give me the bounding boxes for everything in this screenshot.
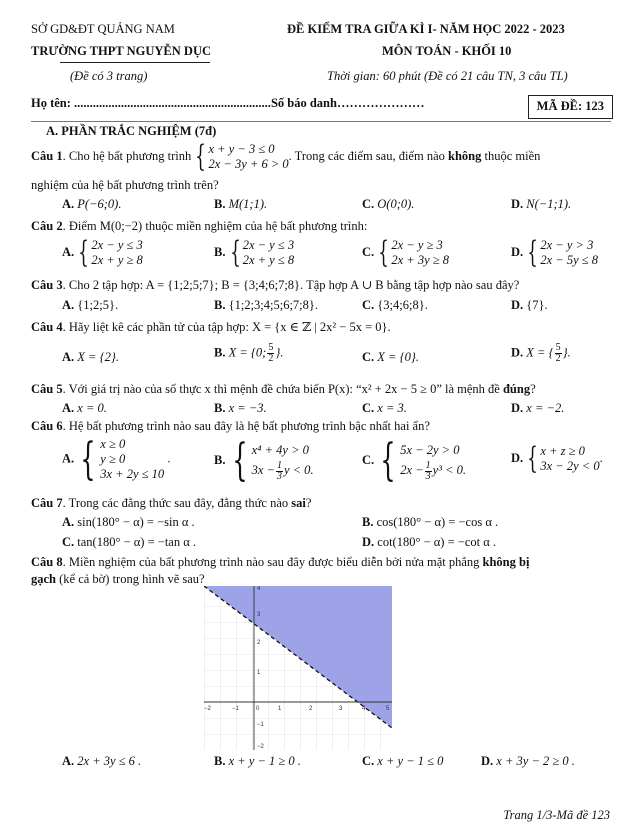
name-label: Họ tên: ............................................................... bbox=[31, 96, 271, 110]
q5-option-c[interactable]: C. x = 3. bbox=[362, 401, 407, 415]
q7-text: . Trong các đẳng thức sau đây, đẳng thức nào bbox=[62, 496, 289, 510]
q8-text: . Miền nghiệm của bất phương trình nào sau đây được biểu diễn bởi nửa mặt phẳng bbox=[62, 555, 480, 569]
question-3 bbox=[31, 278, 519, 294]
q6-option-d[interactable]: D. { x + z ≥ 0 3x − 2y < 0 . bbox=[511, 441, 603, 476]
q8-option-b[interactable]: B. x + y − 1 ≥ 0 . bbox=[214, 754, 301, 768]
q4-text: . Hãy liệt kê các phần tử của tập hợp: X = {x ∈ ℤ | 2x² − 5x = 0}. bbox=[62, 320, 391, 334]
y-tick: −1 bbox=[257, 722, 264, 728]
q7-option-a[interactable]: A. sin(180° − α) = −sin α . bbox=[62, 515, 195, 529]
q1-option-b[interactable]: B. M(1;1). bbox=[214, 197, 268, 211]
q3-option-b[interactable]: B. {1;2;3;4;5;6;7;8}. bbox=[214, 298, 319, 312]
q2-option-d[interactable]: D. { 2x − y > 3 2x − 5y ≤ 8 bbox=[511, 235, 599, 270]
q8-option-a[interactable]: A. 2x + 3y ≤ 6 . bbox=[62, 754, 142, 768]
q1-system: { x + y − 3 ≤ 0 2x − 3y + 6 > 0 bbox=[195, 139, 289, 174]
q1-label: Câu 1 bbox=[31, 148, 63, 163]
x-tick: 5 bbox=[386, 706, 390, 712]
time-allowed: Thời gian: 60 phút (Đề có 21 câu TN, 3 câu TL) bbox=[327, 69, 568, 83]
exam-title: ĐỀ KIỂM TRA GIỮA KÌ I- NĂM HỌC 2022 - 2023 bbox=[287, 22, 565, 36]
school-name: TRƯỜNG THPT NGUYỄN DỤC bbox=[31, 44, 211, 58]
q1-text-3: thuộc miền bbox=[484, 148, 541, 163]
q8-keyword-a: không bị bbox=[482, 555, 530, 569]
question-7 bbox=[31, 496, 311, 512]
y-tick: 3 bbox=[257, 612, 261, 618]
q6-text: . Hệ bất phương trình nào sau đây là hệ bất phương trình bậc nhất hai ẩn? bbox=[62, 419, 430, 433]
q7-option-d[interactable]: D. cot(180° − α) = −cot α . bbox=[362, 535, 497, 549]
q1-ineq-2: 2x − 3y + 6 > 0 bbox=[208, 157, 289, 171]
q8-line-2 bbox=[31, 572, 205, 588]
q8-graph bbox=[204, 586, 392, 750]
q1-ineq-1: x + y − 3 ≤ 0 bbox=[208, 142, 275, 156]
q5-text: . Với giá trị nào của số thực x thì mệnh đề chứa biến P(x): “x² + 2x − 5 ≥ 0” là mệnh đề bbox=[62, 382, 500, 396]
department: SỞ GD&ĐT QUẢNG NAM bbox=[31, 22, 175, 36]
y-tick: 1 bbox=[257, 670, 261, 676]
x-tick: 4 bbox=[362, 706, 366, 712]
q8-text-2: (kể cả bờ) trong hình vẽ sau? bbox=[59, 572, 205, 586]
q2-label: Câu 2 bbox=[31, 219, 63, 233]
question-4 bbox=[31, 320, 391, 336]
q3-label: Câu 3 bbox=[31, 278, 63, 292]
q5-qmark: ? bbox=[530, 382, 536, 396]
question-5 bbox=[31, 382, 536, 398]
q8-label: Câu 8 bbox=[31, 555, 63, 569]
y-tick: 4 bbox=[257, 586, 261, 592]
q4-option-c[interactable]: C. X = {0}. bbox=[362, 350, 419, 364]
q7-option-c[interactable]: C. tan(180° − α) = −tan α . bbox=[62, 535, 197, 549]
q3-option-a[interactable]: A. {1;2;5}. bbox=[62, 298, 119, 312]
page-footer: Trang 1/3-Mã đề 123 bbox=[503, 808, 610, 822]
y-tick: 2 bbox=[257, 640, 261, 646]
q2-option-a[interactable]: A. { 2x − y ≤ 3 2x + y ≥ 8 bbox=[62, 235, 143, 270]
x-tick: 3 bbox=[339, 706, 343, 712]
x-tick: 2 bbox=[309, 706, 313, 712]
q2-text: . Điểm M(0;−2) thuộc miền nghiệm của hệ bất phương trình: bbox=[62, 219, 368, 233]
q4-option-d[interactable]: D. X = { $\frac{5}{2}$ }. bbox=[511, 342, 571, 364]
q8-option-d[interactable]: D. x + 3y − 2 ≥ 0 . bbox=[481, 754, 575, 768]
q6-option-a[interactable]: A. { x ≥ 0 y ≥ 0 3x + 2y ≤ 10 . bbox=[62, 433, 171, 485]
q6-option-b[interactable]: B. { x⁴ + 4y > 0 3x − $\frac{1}{3}$ y < 0. bbox=[214, 435, 314, 486]
q5-option-a[interactable]: A. x = 0. bbox=[62, 401, 107, 415]
q8-keyword-b: gạch bbox=[31, 572, 56, 586]
x-tick: −2 bbox=[204, 706, 211, 712]
q7-label: Câu 7 bbox=[31, 496, 63, 510]
q1-keyword: không bbox=[448, 148, 482, 163]
q7-option-b[interactable]: B. cos(180° − α) = −cos α . bbox=[362, 515, 499, 529]
q1-text-2: . Trong các điểm sau, điểm nào bbox=[288, 148, 445, 163]
school-underline bbox=[60, 62, 210, 63]
question-6 bbox=[31, 419, 430, 435]
question-2 bbox=[31, 219, 367, 235]
q2-option-b[interactable]: B. { 2x − y ≤ 3 2x + y ≤ 8 bbox=[214, 235, 295, 270]
q1-line-2: nghiệm của hệ bất phương trình trên? bbox=[31, 178, 219, 192]
question-8 bbox=[31, 555, 529, 571]
q5-label: Câu 5 bbox=[31, 382, 63, 396]
section-title: A. PHẦN TRẮC NGHIỆM (7đ) bbox=[46, 124, 217, 138]
q6-option-c[interactable]: C. { 5x − 2y > 0 2x − $\frac{1}{3}$ y³ < 0. bbox=[362, 435, 466, 486]
subject: MÔN TOÁN - KHỐI 10 bbox=[382, 44, 512, 58]
x-tick: 0 bbox=[256, 706, 260, 712]
exam-code: MÃ ĐỀ: 123 bbox=[528, 95, 613, 119]
q8-option-c[interactable]: C. x + y − 1 ≤ 0 bbox=[362, 754, 444, 768]
q4-option-b[interactable]: B. X = {0; $\frac{5}{2}$ }. bbox=[214, 342, 284, 364]
divider bbox=[31, 121, 611, 122]
q4-label: Câu 4 bbox=[31, 320, 63, 334]
name-field bbox=[31, 96, 424, 112]
q5-keyword: đúng bbox=[502, 382, 531, 396]
q1-option-d[interactable]: D. N(−1;1). bbox=[511, 197, 572, 211]
q5-option-b[interactable]: B. x = −3. bbox=[214, 401, 267, 415]
q1-option-a[interactable]: A. P(−6;0). bbox=[62, 197, 122, 211]
q6-label: Câu 6 bbox=[31, 419, 63, 433]
pages-note: (Đề có 3 trang) bbox=[70, 69, 148, 83]
q3-option-c[interactable]: C. {3;4;6;8}. bbox=[362, 298, 428, 312]
y-tick: −2 bbox=[257, 744, 264, 750]
q5-option-d[interactable]: D. x = −2. bbox=[511, 401, 565, 415]
q1-option-c[interactable]: C. O(0;0). bbox=[362, 197, 415, 211]
question-1 bbox=[31, 139, 541, 174]
q3-option-d[interactable]: D. {7}. bbox=[511, 298, 548, 312]
id-label: Số báo danh………………… bbox=[270, 96, 425, 110]
q2-option-c[interactable]: C. { 2x − y ≥ 3 2x + 3y ≥ 8 bbox=[362, 235, 450, 270]
q7-qmark: ? bbox=[305, 496, 312, 510]
x-tick: 1 bbox=[278, 706, 282, 712]
q3-text: . Cho 2 tập hợp: A = {1;2;5;7}; B = {3;4;6;7;8}. Tập hợp A ∪ B bằng tập hợp nào sau đây? bbox=[62, 278, 520, 292]
q7-keyword: sai bbox=[291, 496, 306, 510]
x-tick: −1 bbox=[232, 706, 239, 712]
q1-text: . Cho hệ bất phương trình bbox=[62, 148, 192, 163]
q4-option-a[interactable]: A. X = {2}. bbox=[62, 350, 119, 364]
